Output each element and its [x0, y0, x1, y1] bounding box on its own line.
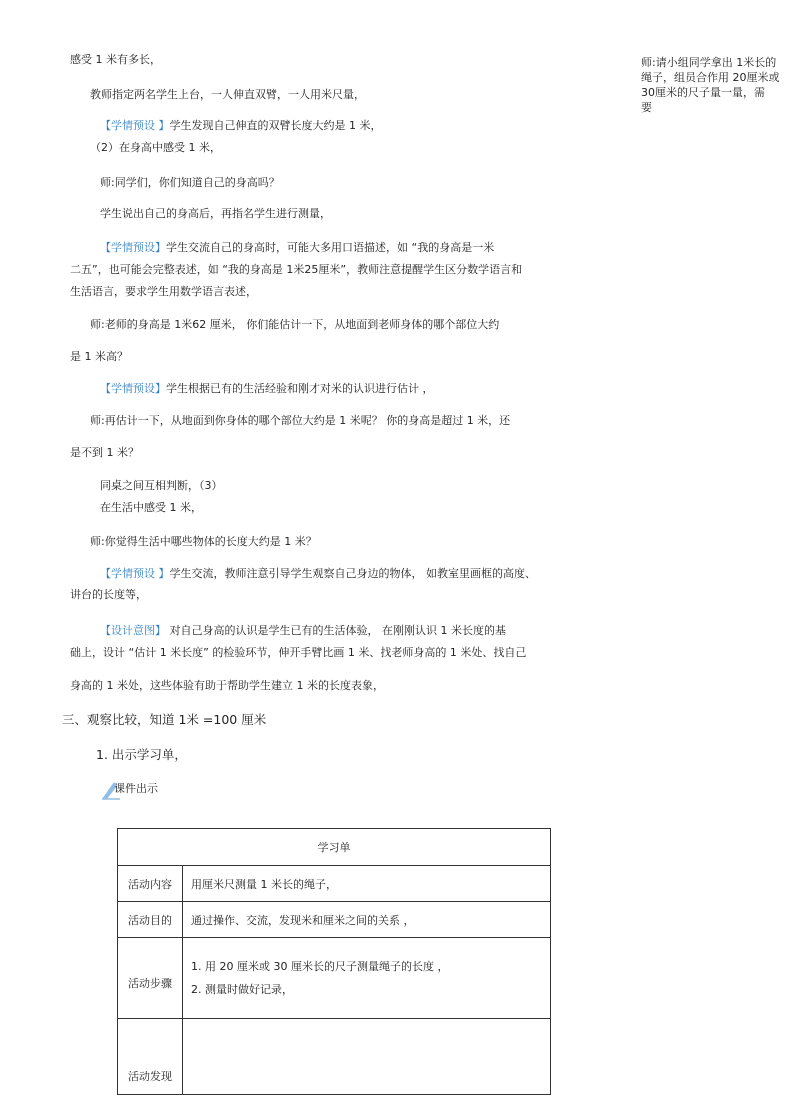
- design-intent-line: [100, 623, 506, 639]
- text-line: 是 1 米高？: [70, 350, 128, 363]
- worksheet-title: 学习单: [118, 829, 551, 866]
- margin-note-line: 30厘米的尺子量一量，需: [641, 86, 765, 99]
- row-label: 活动发现: [118, 1019, 183, 1095]
- prediction-tag: 【学情预设 】: [100, 567, 170, 580]
- text-line: 教师指定两名学生上台，一人伸直双臂，一人用米尺量，: [90, 88, 365, 101]
- prediction-text: 学生根据已有的生活经验和刚才对米的认识进行估计 ，: [166, 382, 434, 395]
- prediction-tag: 【学情预设 】: [100, 119, 170, 132]
- row-content-empty: [183, 1019, 551, 1095]
- prediction-text: 学生交流自己的身高时，可能大多用口语描述，如 “我的身高是一米: [166, 241, 495, 254]
- text-line: 身高的 1 米处，这些体验有助于帮助学生建立 1 米的长度表象，: [70, 679, 384, 692]
- text-line: 师:再估计一下，从地面到你身体的哪个部位大约是 1 米呢？ 你的身高是超过 1 米，还: [90, 414, 511, 427]
- row-label: 活动步骤: [118, 938, 183, 1019]
- text-line: 师:同学们，你们知道自己的身高吗？: [100, 176, 280, 189]
- text-line: 在生活中感受 1 米，: [100, 501, 202, 514]
- table-row: [118, 938, 551, 1019]
- row-label: 活动内容: [118, 866, 183, 902]
- table-row: [118, 1019, 551, 1095]
- prediction-text: 学生发现自己伸直的双臂长度大约是 1 米，: [169, 119, 382, 132]
- text-line: 师:老师的身高是 1米62 厘米， 你们能估计一下，从地面到老师身体的哪个部位大约: [90, 318, 500, 331]
- row-content: 通过操作、交流，发现米和厘米之间的关系 ，: [183, 902, 551, 938]
- prediction-text: 学生交流，教师注意引导学生观察自己身边的物体， 如教室里画框的高度、: [169, 567, 536, 580]
- table-row: [118, 866, 551, 902]
- margin-note-line: 绳子，组员合作用 20厘米或: [641, 71, 780, 84]
- step-item: 2. 测量时做好记录，: [191, 982, 293, 996]
- margin-note: [641, 55, 793, 115]
- step-item: 1. 用 20 厘米或 30 厘米长的尺子测量绳子的长度 ，: [191, 959, 449, 973]
- text-line: 学生说出自己的身高后，再指名学生进行测量，: [100, 207, 331, 220]
- text-line: 讲台的长度等，: [70, 588, 147, 601]
- margin-note-line: 要: [641, 101, 652, 114]
- prediction-line: [100, 240, 494, 256]
- prediction-line: [100, 118, 382, 134]
- text-line: 同桌之间互相判断，（3）: [100, 479, 223, 492]
- worksheet-table: [117, 828, 551, 1095]
- prediction-line: [100, 381, 434, 397]
- margin-note-line: 师:请小组同学拿出 1米长的: [641, 56, 777, 69]
- row-label: 活动目的: [118, 902, 183, 938]
- text-line: （2）在身高中感受 1 米，: [90, 141, 221, 154]
- text-line: 生活语言，要求学生用数学语言表述，: [70, 285, 257, 298]
- table-row: [118, 902, 551, 938]
- row-content: [183, 938, 551, 1019]
- prediction-line: [100, 566, 536, 582]
- subsection-heading: 1. 出示学习单，: [96, 747, 187, 762]
- prediction-tag: 【学情预设】: [100, 241, 166, 254]
- prediction-tag: 【学情预设】: [100, 382, 166, 395]
- design-intent-tag: 【设计意图】: [100, 624, 166, 637]
- text-line: 是不到 1 米？: [70, 446, 139, 459]
- section-heading: 三、观察比较，知道 1米 =100 厘米: [62, 712, 267, 727]
- text-line: 师:你觉得生活中哪些物体的长度大约是 1 米？: [90, 535, 317, 548]
- text-line: 二五”，也可能会完整表述，如 “我的身高是 1米25厘米”，教师注意提醒学生区分数学语言和: [70, 263, 523, 276]
- courseware-label: 课件出示: [114, 782, 158, 795]
- text-line: 础上，设计 “估计 1 米长度” 的检验环节，伸开手臂比画 1 米、找老师身高的 1 米处、找自己: [70, 646, 527, 659]
- text-line: 感受 1 米有多长，: [70, 53, 161, 66]
- design-intent-text: 对自己身高的认识是学生已有的生活体验， 在刚刚认识 1 米长度的基: [166, 624, 506, 637]
- row-content: 用厘米尺测量 1 米长的绳子，: [183, 866, 551, 902]
